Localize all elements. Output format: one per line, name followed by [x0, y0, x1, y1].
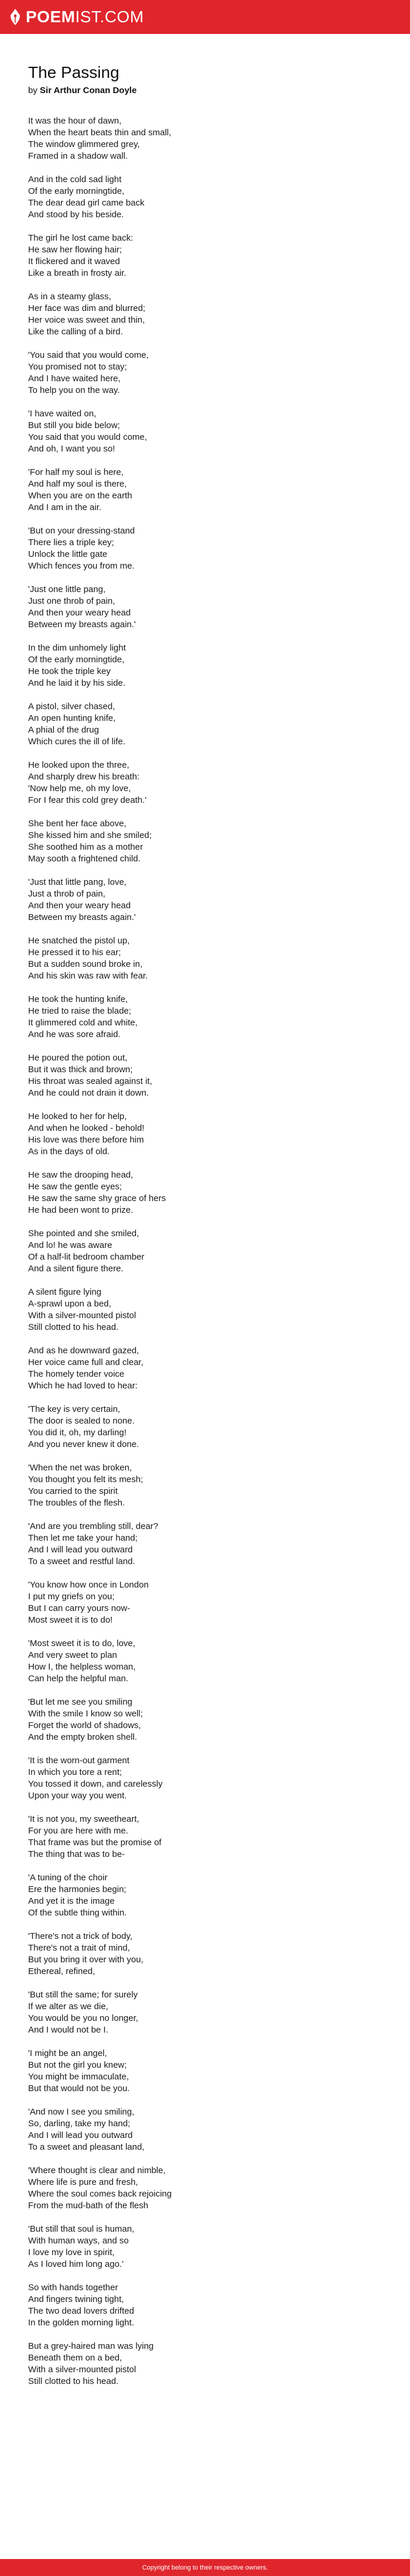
poem-line: For you are here with me. [28, 1826, 128, 1836]
poem-stanza [28, 701, 380, 748]
poem-line: And I have waited here, [28, 374, 121, 384]
poem-line: And I will lead you outward [28, 2130, 133, 2140]
poem-line: And he laid it by his side. [28, 678, 125, 688]
poem-line: He saw the drooping head, [28, 1170, 134, 1180]
poem-stanza [28, 408, 380, 455]
poem-stanza [28, 2282, 380, 2329]
poem-line: A phial of the drug [28, 725, 99, 735]
poem-line: Then let me take your hand; [28, 1533, 138, 1543]
poem-line: His throat was sealed against it, [28, 1076, 152, 1086]
poem-line: It flickered and it waved [28, 256, 120, 266]
poem-stanza [28, 1755, 380, 1802]
poem-line: The window glimmered grey, [28, 139, 140, 149]
poem-line: And he was sore afraid. [28, 1029, 121, 1039]
poem-line: Which he had loved to hear: [28, 1381, 138, 1391]
poem-line: He saw her flowing hair; [28, 245, 122, 255]
poem-line: Still clotted to his head. [28, 1322, 119, 1332]
poem-line: Where life is pure and fresh, [28, 2177, 138, 2187]
poem-stanza [28, 174, 380, 221]
poem-line: If we alter as we die, [28, 2002, 108, 2011]
poem-line: You might be immaculate, [28, 2072, 129, 2082]
poem-stanza [28, 2106, 380, 2153]
poem-line: 'But on your dressing-stand [28, 526, 135, 536]
poem-stanza [28, 232, 380, 279]
poem-stanza [28, 1872, 380, 1919]
poem-stanza [28, 291, 380, 338]
poem-author[interactable]: Sir Arthur Conan Doyle [40, 85, 137, 95]
poem-line: The dear dead girl came back [28, 198, 145, 208]
poem-line: As in the days of old. [28, 1147, 110, 1157]
poem-line: And very sweet to plan [28, 1650, 117, 1660]
poem-line: An open hunting knife, [28, 713, 116, 723]
poem-line: He looked upon the three, [28, 760, 129, 770]
poem-line: With human ways, and so [28, 2236, 129, 2246]
poem-line: But you bring it over with you, [28, 1955, 144, 1965]
poem-line: And I am in the air. [28, 502, 102, 512]
poem-stanza [28, 1696, 380, 1743]
poem-stanza [28, 818, 380, 865]
poem-line: The girl he lost came back: [28, 233, 134, 243]
poem-line: You thought you felt its mesh; [28, 1475, 144, 1484]
site-logo[interactable] [9, 8, 144, 26]
poem-stanza [28, 1169, 380, 1216]
poem-line: Of the early morningtide, [28, 655, 125, 665]
poem-line: Like a breath in frosty air. [28, 268, 127, 278]
poem-line: But that would not be you. [28, 2084, 130, 2093]
poem-line: Framed in a shadow wall. [28, 151, 128, 161]
poem-line: Just a throb of pain, [28, 889, 105, 899]
poem-line: Of the early morningtide, [28, 186, 125, 196]
copyright-text: Copyright belong to their respective owners. [142, 2564, 268, 2571]
poem-line: It was the hour of dawn, [28, 116, 122, 126]
poem-line: And he could not drain it down. [28, 1088, 149, 1098]
poem-stanza [28, 1931, 380, 1978]
poem-line: A pistol, silver chased, [28, 702, 115, 711]
poem-line: He snatched the pistol up, [28, 936, 130, 946]
poem-stanza [28, 467, 380, 514]
poem-line: Unlock the little gate [28, 549, 108, 559]
poem-line: And I would not be I. [28, 2025, 108, 2035]
poem-line: 'Where thought is clear and nimble, [28, 2166, 166, 2175]
poem-stanza [28, 1111, 380, 1158]
poem-line: 'But let me see you smiling [28, 1697, 132, 1707]
poem-line: And in the cold sad light [28, 175, 122, 184]
poem-line: You would be you no longer, [28, 2013, 138, 2023]
poem-line: And sharply drew his breath: [28, 772, 140, 782]
poem-line: He took the hunting knife, [28, 994, 128, 1004]
poem-line: 'A tuning of the choir [28, 1873, 108, 1883]
poem-line: There's not a trait of mind, [28, 1943, 130, 1953]
poem-line: May sooth a frightened child. [28, 854, 141, 864]
poem-line: With a silver-mounted pistol [28, 1311, 136, 1321]
poem-line: And the empty broken shell. [28, 1732, 137, 1742]
poem-line: He looked to her for help, [28, 1111, 127, 1121]
poem-line: I love my love in spirit, [28, 2247, 115, 2257]
site-footer [0, 2559, 410, 2576]
poem-line: The homely tender voice [28, 1369, 125, 1379]
poem-line: The thing that was to be- [28, 1849, 125, 1859]
poem-line: 'Most sweet it is to do, love, [28, 1638, 135, 1648]
poem-line: You promised not to stay; [28, 362, 127, 372]
poem-stanza [28, 115, 380, 162]
poem-line: Forget the world of shadows, [28, 1720, 141, 1730]
poem-title: The Passing [28, 63, 119, 81]
poem-stanza [28, 642, 380, 689]
poem-line: His love was there before him [28, 1135, 144, 1145]
poem-line: And yet it is the image [28, 1896, 115, 1906]
poem-stanza [28, 1989, 380, 2036]
poem-line: To help you on the way. [28, 385, 120, 395]
poem-line: Ere the harmonies begin; [28, 1884, 127, 1894]
poem-line: She bent her face above, [28, 819, 127, 829]
poem-stanza [28, 1287, 380, 1333]
poem-line: Of the subtle thing within. [28, 1908, 127, 1918]
poem-line: But a grey-haired man was lying [28, 2341, 154, 2351]
poem-stanza [28, 1404, 380, 1451]
poem-line: Her face was dim and blurred; [28, 303, 146, 313]
poem-line: But it was thick and brown; [28, 1065, 133, 1075]
poem-line: 'Just that little pang, love, [28, 877, 127, 887]
poem-line: And fingers twining tight, [28, 2294, 124, 2304]
poem-stanza [28, 1345, 380, 1392]
poem-line: And then your weary head [28, 901, 131, 911]
poem-stanza [28, 877, 380, 923]
poem-line: 'But still the same; for surely [28, 1990, 138, 2000]
poem-line: 'I have waited on, [28, 409, 97, 419]
poem-line: Still clotted to his head. [28, 2376, 119, 2386]
poem-stanza [28, 525, 380, 572]
poem-line: 'And now I see you smiling, [28, 2107, 135, 2117]
logo-text-light: IST.COM [75, 8, 144, 26]
poem-line: So, darling, take my hand; [28, 2119, 131, 2129]
poem-line: Just one throb of pain, [28, 596, 115, 606]
poem-line: He had been wont to prize. [28, 1205, 134, 1215]
poem-line: There lies a triple key; [28, 538, 114, 548]
poem-line: Her voice came full and clear, [28, 1357, 144, 1367]
poem-content [28, 63, 380, 2399]
poem-line: 'There's not a trick of body, [28, 1931, 133, 1941]
poem-line: You carried to the spirit [28, 1486, 118, 1496]
poem-line: Most sweet it is to do! [28, 1615, 113, 1625]
poem-line: Of a half-lit bedroom chamber [28, 1252, 145, 1262]
poem-line: 'You know how once in London [28, 1580, 149, 1590]
poem-line: Between my breasts again.' [28, 620, 136, 630]
poem-stanza [28, 935, 380, 982]
poem-line: Upon your way you went. [28, 1791, 127, 1801]
poem-stanza [28, 2165, 380, 2212]
poem-stanza [28, 994, 380, 1041]
poem-stanza [28, 2341, 380, 2387]
poem-line: 'Now help me, oh my love, [28, 784, 131, 793]
poem-line: But not the girl you knew; [28, 2060, 127, 2070]
poem-line: It glimmered cold and white, [28, 1018, 138, 1028]
poem-line: Like the calling of a bird. [28, 327, 123, 337]
poem-stanza [28, 350, 380, 396]
poem-body [28, 115, 380, 2387]
poem-line: From the mud-bath of the flesh [28, 2201, 149, 2211]
poem-line: A silent figure lying [28, 1287, 102, 1297]
poem-stanza [28, 2048, 380, 2095]
poem-line: Which fences you from me. [28, 561, 135, 571]
poem-line: The door is sealed to none. [28, 1416, 135, 1426]
poem-line: And I will lead you outward [28, 1545, 133, 1555]
poem-stanza [28, 1521, 380, 1568]
poem-line: In the golden morning light. [28, 2318, 134, 2328]
poem-line: With a silver-mounted pistol [28, 2365, 136, 2375]
poem-line: Where the soul comes back rejoicing [28, 2189, 172, 2199]
poem-stanza [28, 1579, 380, 1626]
poem-line: She kissed him and she smiled; [28, 830, 152, 840]
byline-prefix: by [28, 85, 37, 95]
poem-line: She soothed him as a mother [28, 842, 143, 852]
logo-text-strong: POEM [26, 8, 76, 26]
poem-line: With the smile I know so well; [28, 1709, 143, 1719]
poem-line: He pressed it to his ear; [28, 947, 121, 957]
poem-line: A-sprawl upon a bed, [28, 1299, 111, 1309]
poem-line: How I, the helpless woman, [28, 1662, 136, 1672]
poem-line: And his skin was raw with fear. [28, 971, 148, 981]
poem-stanza [28, 1228, 380, 1275]
poem-line: He saw the gentle eyes; [28, 1182, 122, 1192]
poem-line: You tossed it down, and carelessly [28, 1779, 163, 1789]
poem-line: To a sweet and pleasant land, [28, 2142, 145, 2152]
poem-line: To a sweet and restful land. [28, 1556, 135, 1566]
poem-line: In the dim unhomely light [28, 643, 126, 653]
poem-line: He took the triple key [28, 666, 111, 676]
poem-line: He tried to raise the blade; [28, 1006, 131, 1016]
poem-byline [28, 85, 380, 95]
poem-line: You did it, oh, my darling! [28, 1428, 127, 1438]
poem-line: And you never knew it done. [28, 1439, 139, 1449]
poem-stanza [28, 1052, 380, 1099]
poem-line: He saw the same shy grace of hers [28, 1193, 166, 1203]
poem-line: Can help the helpful man. [28, 1674, 128, 1684]
poem-line: But a sudden sound broke in, [28, 959, 143, 969]
poem-line: As I loved him long ago.' [28, 2259, 124, 2269]
poem-line: 'For half my soul is here, [28, 467, 124, 477]
poem-stanza [28, 1462, 380, 1509]
poem-line: And stood by his beside. [28, 210, 124, 220]
poem-line: That frame was but the promise of [28, 1838, 162, 1848]
poem-line: And when he looked - behold! [28, 1123, 145, 1133]
poem-line: 'When the net was broken, [28, 1463, 132, 1473]
poem-line: He poured the potion out, [28, 1053, 128, 1063]
poem-line: The two dead lovers drifted [28, 2306, 134, 2316]
poem-line: She pointed and she smiled, [28, 1229, 139, 1239]
poem-line: Beneath them on a bed, [28, 2353, 122, 2363]
poem-stanza [28, 2223, 380, 2270]
poem-line: But I can carry yours now- [28, 1603, 131, 1613]
poem-line: And a silent figure there. [28, 1264, 124, 1274]
poem-line: The troubles of the flesh. [28, 1498, 125, 1508]
poem-line: In which you tore a rent; [28, 1767, 122, 1777]
poem-line: As in a steamy glass, [28, 292, 111, 302]
poem-line: 'The key is very certain, [28, 1404, 121, 1414]
site-header [0, 0, 410, 34]
poem-stanza [28, 1814, 380, 1860]
poem-line: 'I might be an angel, [28, 2048, 107, 2058]
poem-line: Between my breasts again.' [28, 912, 136, 922]
poem-line: Her voice was sweet and thin, [28, 315, 145, 325]
poem-stanza [28, 584, 380, 631]
poem-line: 'But still that soul is human, [28, 2224, 135, 2234]
poem-line: And as he downward gazed, [28, 1346, 139, 1356]
poem-line: 'And are you trembling still, dear? [28, 1521, 159, 1531]
poem-line: But still you bide below; [28, 420, 120, 430]
pen-nib-icon [9, 8, 21, 26]
poem-line: I put my griefs on you; [28, 1592, 115, 1602]
poem-line: When the heart beats thin and small, [28, 128, 172, 138]
poem-line: And lo! he was aware [28, 1240, 112, 1250]
poem-line: And then your weary head [28, 608, 131, 618]
poem-line: Which cures the ill of life. [28, 737, 125, 747]
poem-line: When you are on the earth [28, 491, 132, 501]
poem-line: So with hands together [28, 2283, 118, 2293]
poem-line: 'You said that you would come, [28, 350, 149, 360]
poem-line: You said that you would come, [28, 432, 147, 442]
poem-line: 'It is not you, my sweetheart, [28, 1814, 139, 1824]
poem-line: 'Just one little pang, [28, 584, 106, 594]
poem-line: For I fear this cold grey death.' [28, 795, 147, 805]
poem-line: And half my soul is there, [28, 479, 127, 489]
poem-line: 'It is the worn-out garment [28, 1756, 129, 1766]
poem-stanza [28, 760, 380, 806]
poem-line: And oh, I want you so! [28, 444, 115, 454]
poem-line: Ethereal, refined, [28, 1966, 95, 1976]
poem-stanza [28, 1638, 380, 1685]
